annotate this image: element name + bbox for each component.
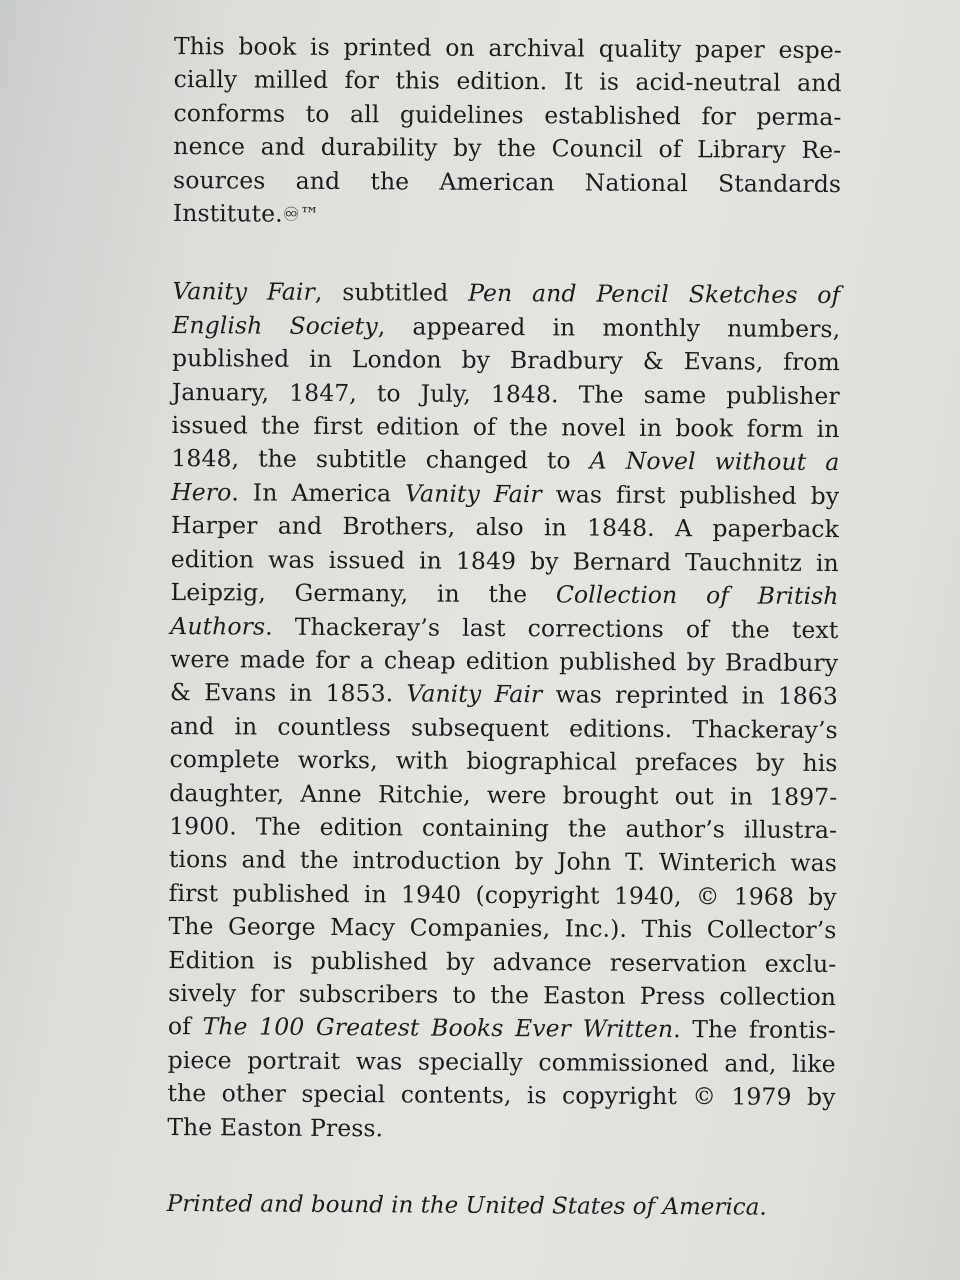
text-line: sively for subscribers to the Easton Press collection — [168, 978, 837, 1012]
text-line — [170, 676, 838, 713]
text-fragment: was first published by — [541, 480, 840, 510]
text-fragment: & Evans in 1853. — [169, 678, 407, 708]
trademark-mark: ™ — [299, 203, 320, 226]
text-line — [170, 609, 838, 646]
italic-title: Authors — [170, 611, 266, 641]
text-line — [168, 1010, 836, 1047]
text-line: sources and the American National Standards — [173, 165, 842, 198]
publication-history-paragraph — [167, 275, 840, 1148]
text-line: Harper and Brothers, also in 1848. A paperback — [170, 511, 840, 544]
text-line: January, 1847, to July, 1848. The same publisher — [171, 377, 840, 410]
text-fragment: , appeared in monthly numbers, — [377, 312, 841, 343]
italic-title: The 100 Greatest Books Ever Written — [202, 1012, 674, 1044]
text-line: tions and the introduction by John T. Winterich was — [168, 845, 838, 878]
text-line: Edition is published by advance reservation exclu- — [168, 945, 837, 978]
infinity-paper-icon: ♾ — [282, 203, 300, 226]
italic-title: Hero — [171, 477, 232, 507]
text-line: were made for a cheap edition published by Bradbury — [170, 644, 839, 677]
text-line: nence and durability by the Council of Library Re- — [173, 132, 842, 165]
text-line: 1900. The edition containing the author’s illustra- — [169, 811, 838, 845]
text-line: piece portrait was specially commissioned and, like — [167, 1045, 836, 1078]
text-fragment: . Thackeray’s last corrections of the text — [265, 612, 839, 644]
text-fragment: , subtitled — [314, 278, 469, 308]
text-line: the other special contents, is copyright © 1979 by — [167, 1079, 836, 1112]
text-line — [173, 197, 841, 235]
italic-title: A Novel without a — [589, 447, 840, 477]
italic-title: English Society — [172, 310, 378, 341]
text-line: and in countless subsequent editions. Thackeray’s — [169, 711, 838, 744]
text-line: issued the first edition of the novel in book form in — [171, 411, 840, 444]
text-line: The Easton Press. — [167, 1112, 384, 1142]
italic-title: Collection of British — [555, 580, 839, 611]
text-line: The George Macy Companies, Inc.). This Collector’s — [168, 912, 837, 945]
italic-title: Vanity Fair — [406, 679, 543, 709]
text-line: conforms to all guidelines established for perma- — [173, 98, 842, 131]
paper-notice-paragraph — [173, 30, 842, 236]
italic-title: Vanity Fair — [172, 277, 315, 307]
italic-title: Pen and Pencil Sketches of — [468, 279, 841, 310]
text-fragment: 1848, the subtitle changed to — [171, 444, 590, 476]
paragraph-gap — [173, 231, 841, 279]
printing-imprint: Printed and bound in the United States of America. — [166, 1190, 767, 1221]
text-line: published in London by Bradbury & Evans, from — [171, 344, 841, 377]
italic-title: Vanity Fair — [405, 479, 542, 509]
paragraph-gap — [167, 1144, 835, 1192]
text-line: daughter, Anne Ritchie, were brought out in 1897- — [169, 778, 838, 811]
text-fragment: . In America — [231, 478, 406, 508]
text-line: edition was issued in 1849 by Bernard Tauchnitz in — [170, 544, 839, 577]
text-line: This book is printed on archival quality paper espe- — [173, 31, 842, 65]
text-line: complete works, with biographical prefaces by his — [169, 745, 838, 778]
text-line — [172, 309, 840, 346]
copyright-page — [167, 30, 842, 1225]
text-line — [170, 576, 838, 613]
text-line: cially milled for this edition. It is acid-neutral and — [173, 65, 842, 98]
text-fragment: Institute. — [172, 199, 283, 228]
text-fragment: . The frontis- — [673, 1015, 836, 1045]
text-fragment: was reprinted in 1863 — [542, 680, 839, 711]
text-line — [171, 476, 839, 513]
text-fragment: Leipzig, Germany, in the — [170, 578, 556, 609]
text-line: first published in 1940 (copyright 1940, © 1968 by — [168, 878, 837, 911]
text-line — [171, 442, 839, 479]
text-line — [172, 275, 840, 312]
text-fragment: of — [167, 1012, 203, 1041]
